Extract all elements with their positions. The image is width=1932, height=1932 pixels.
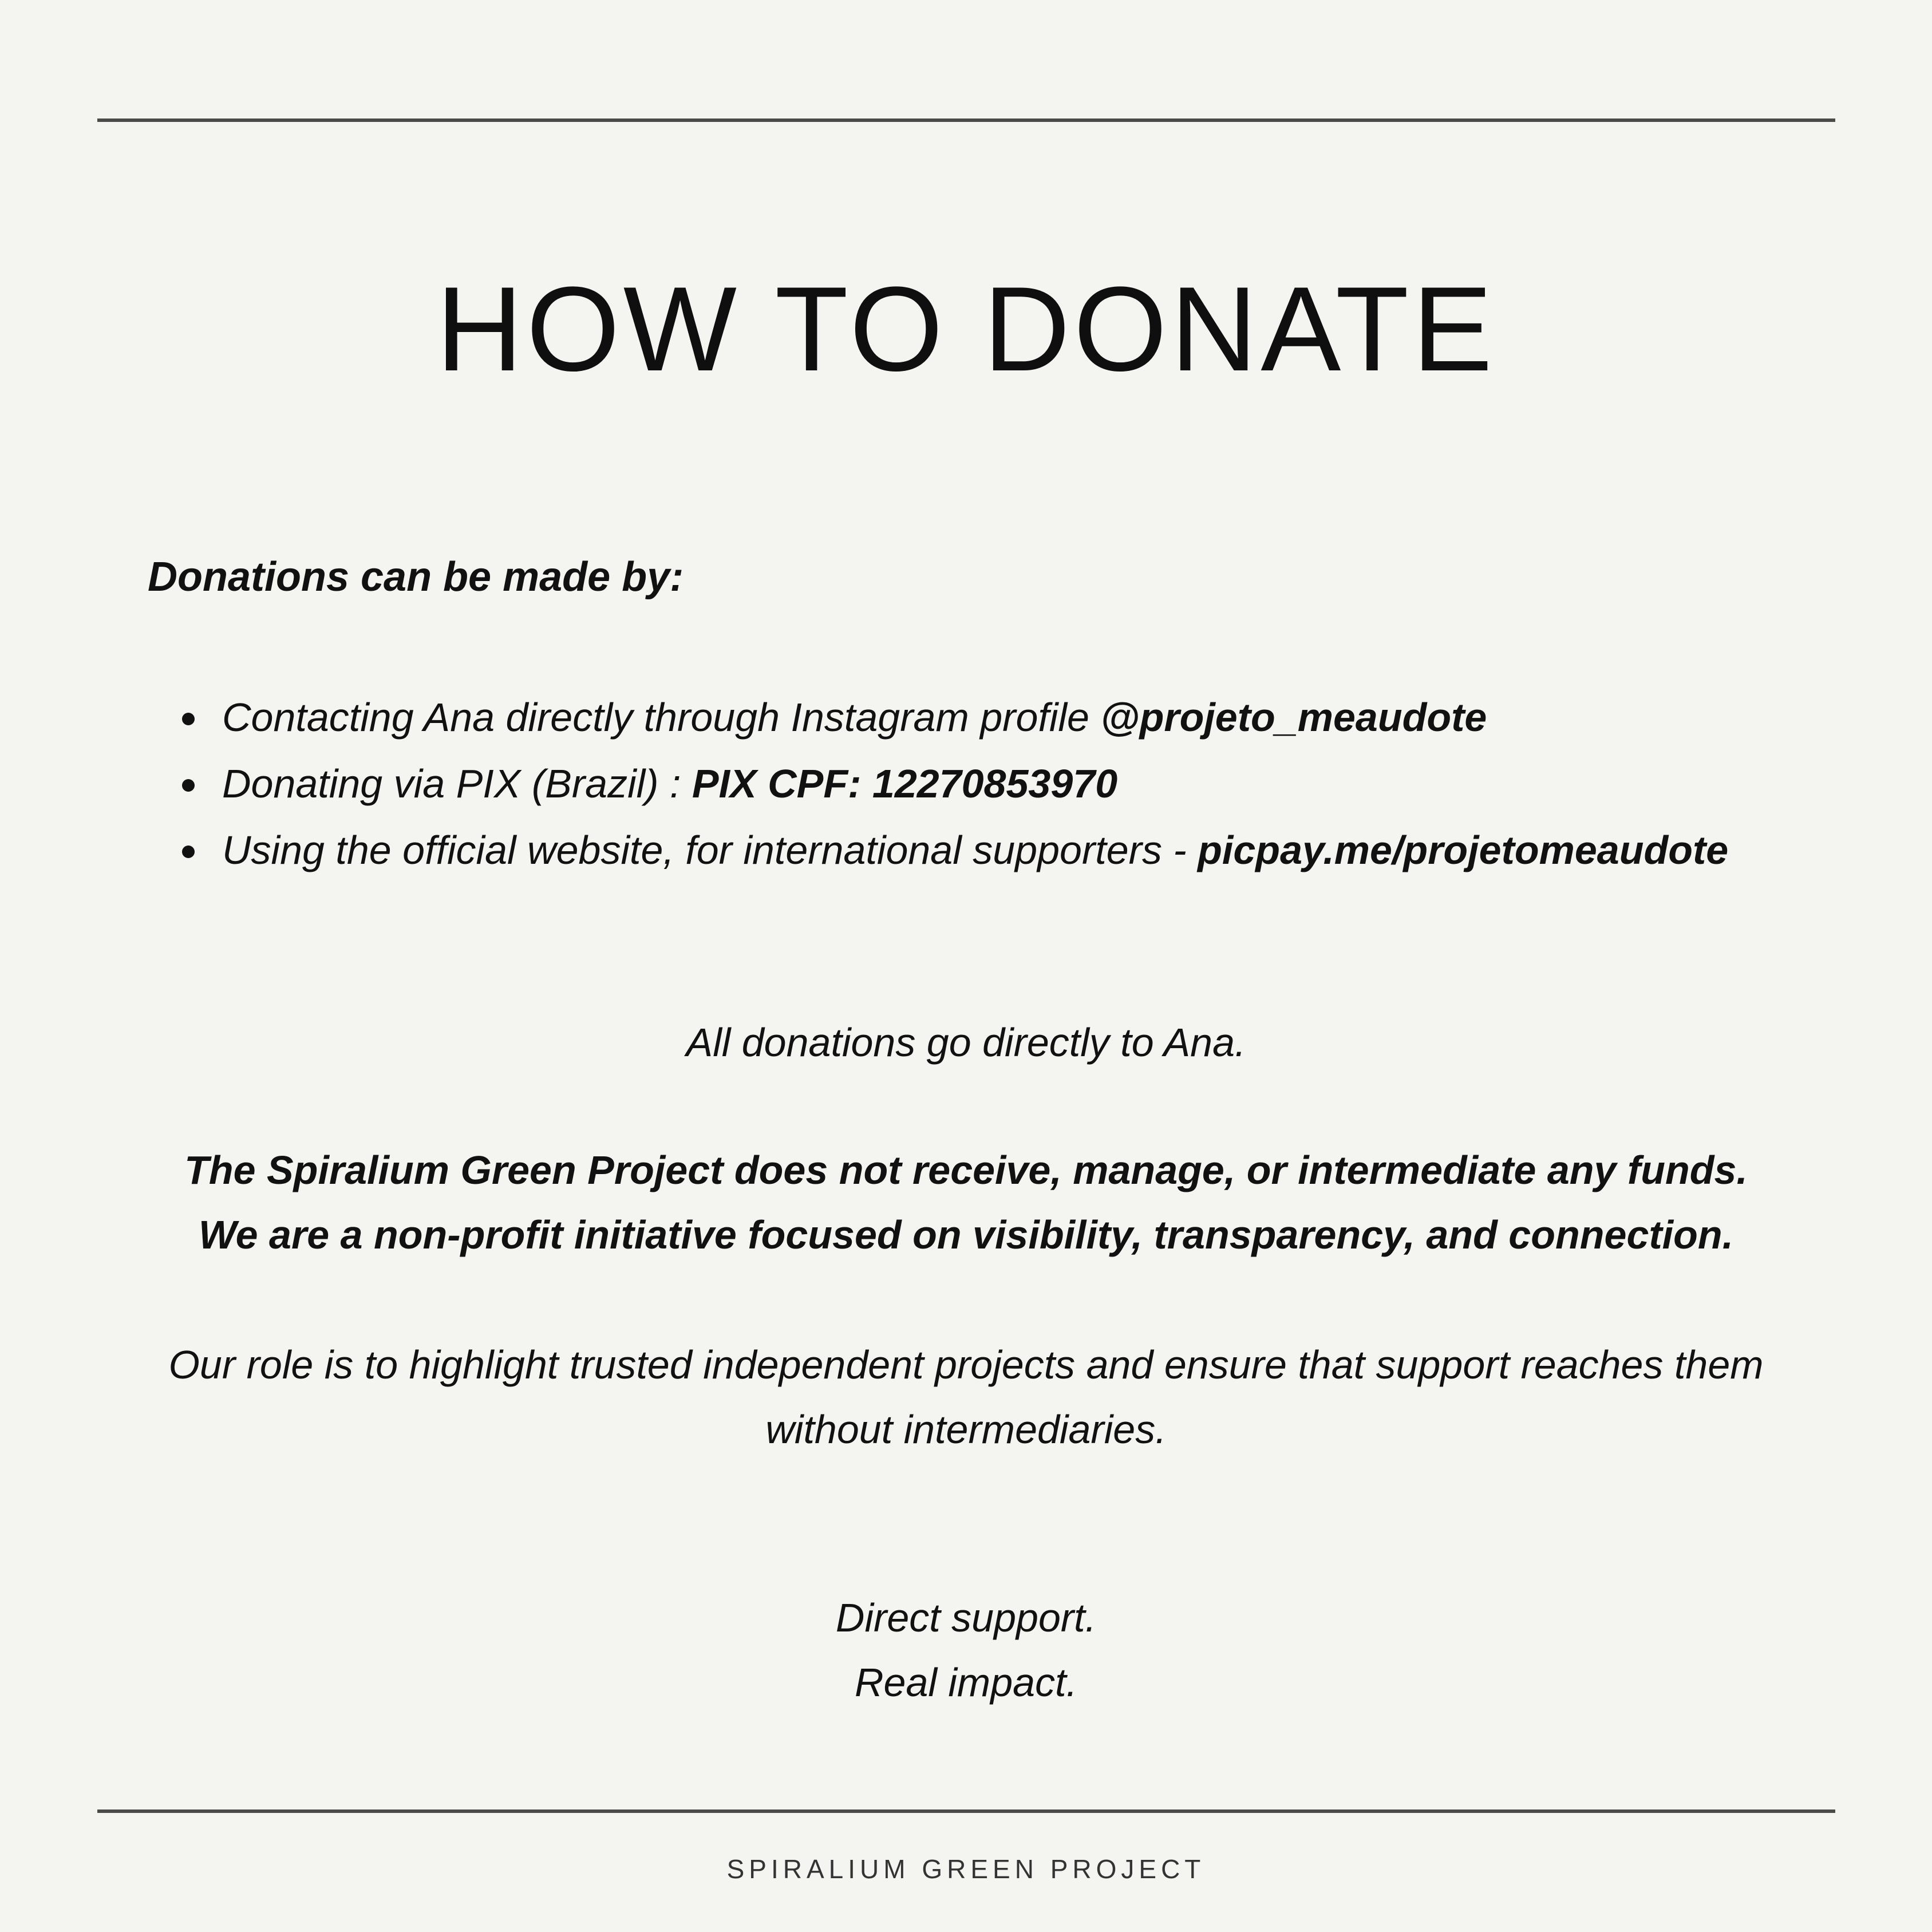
method-text: Contacting Ana directly through Instagram profile xyxy=(222,695,1101,740)
role-line: without intermediaries. xyxy=(765,1407,1167,1452)
method-text: Using the official website, for international supporters - xyxy=(222,828,1198,872)
disclaimer-line: The Spiralium Green Project does not receive, manage, or intermediate any funds. xyxy=(184,1148,1748,1192)
footer-brand: SPIRALIUM GREEN PROJECT xyxy=(726,1854,1206,1884)
method-text: Donating via PIX (Brazil) : xyxy=(222,761,692,806)
bullet-icon xyxy=(182,846,195,858)
role-statement xyxy=(0,1333,1932,1462)
tagline-line: Real impact. xyxy=(854,1660,1078,1705)
role-line: Our role is to highlight trusted independent projects and ensure that support reaches them xyxy=(168,1342,1764,1387)
tagline-line: Direct support. xyxy=(835,1595,1097,1640)
donation-methods-list xyxy=(182,684,1728,883)
method-website xyxy=(182,817,1728,883)
tagline xyxy=(0,1586,1932,1715)
website-link: picpay.me/projetomeaudote xyxy=(1198,828,1729,872)
disclaimer-line: We are a non-profit initiative focused on visibility, transparency, and connection. xyxy=(198,1212,1734,1257)
method-pix xyxy=(182,750,1728,817)
donation-intro: Donations can be made by: xyxy=(148,554,684,600)
bottom-divider xyxy=(97,1809,1835,1813)
top-divider xyxy=(97,118,1835,122)
page-title: HOW TO DONATE xyxy=(436,262,1496,396)
donations-note: All donations go directly to Ana. xyxy=(686,1020,1246,1065)
instagram-handle: @projeto_meaudote xyxy=(1100,695,1487,740)
pix-cpf: PIX CPF: 12270853970 xyxy=(692,761,1118,806)
bullet-icon xyxy=(182,779,195,792)
disclaimer xyxy=(0,1138,1932,1267)
method-instagram xyxy=(182,684,1728,750)
bullet-icon xyxy=(182,713,195,725)
